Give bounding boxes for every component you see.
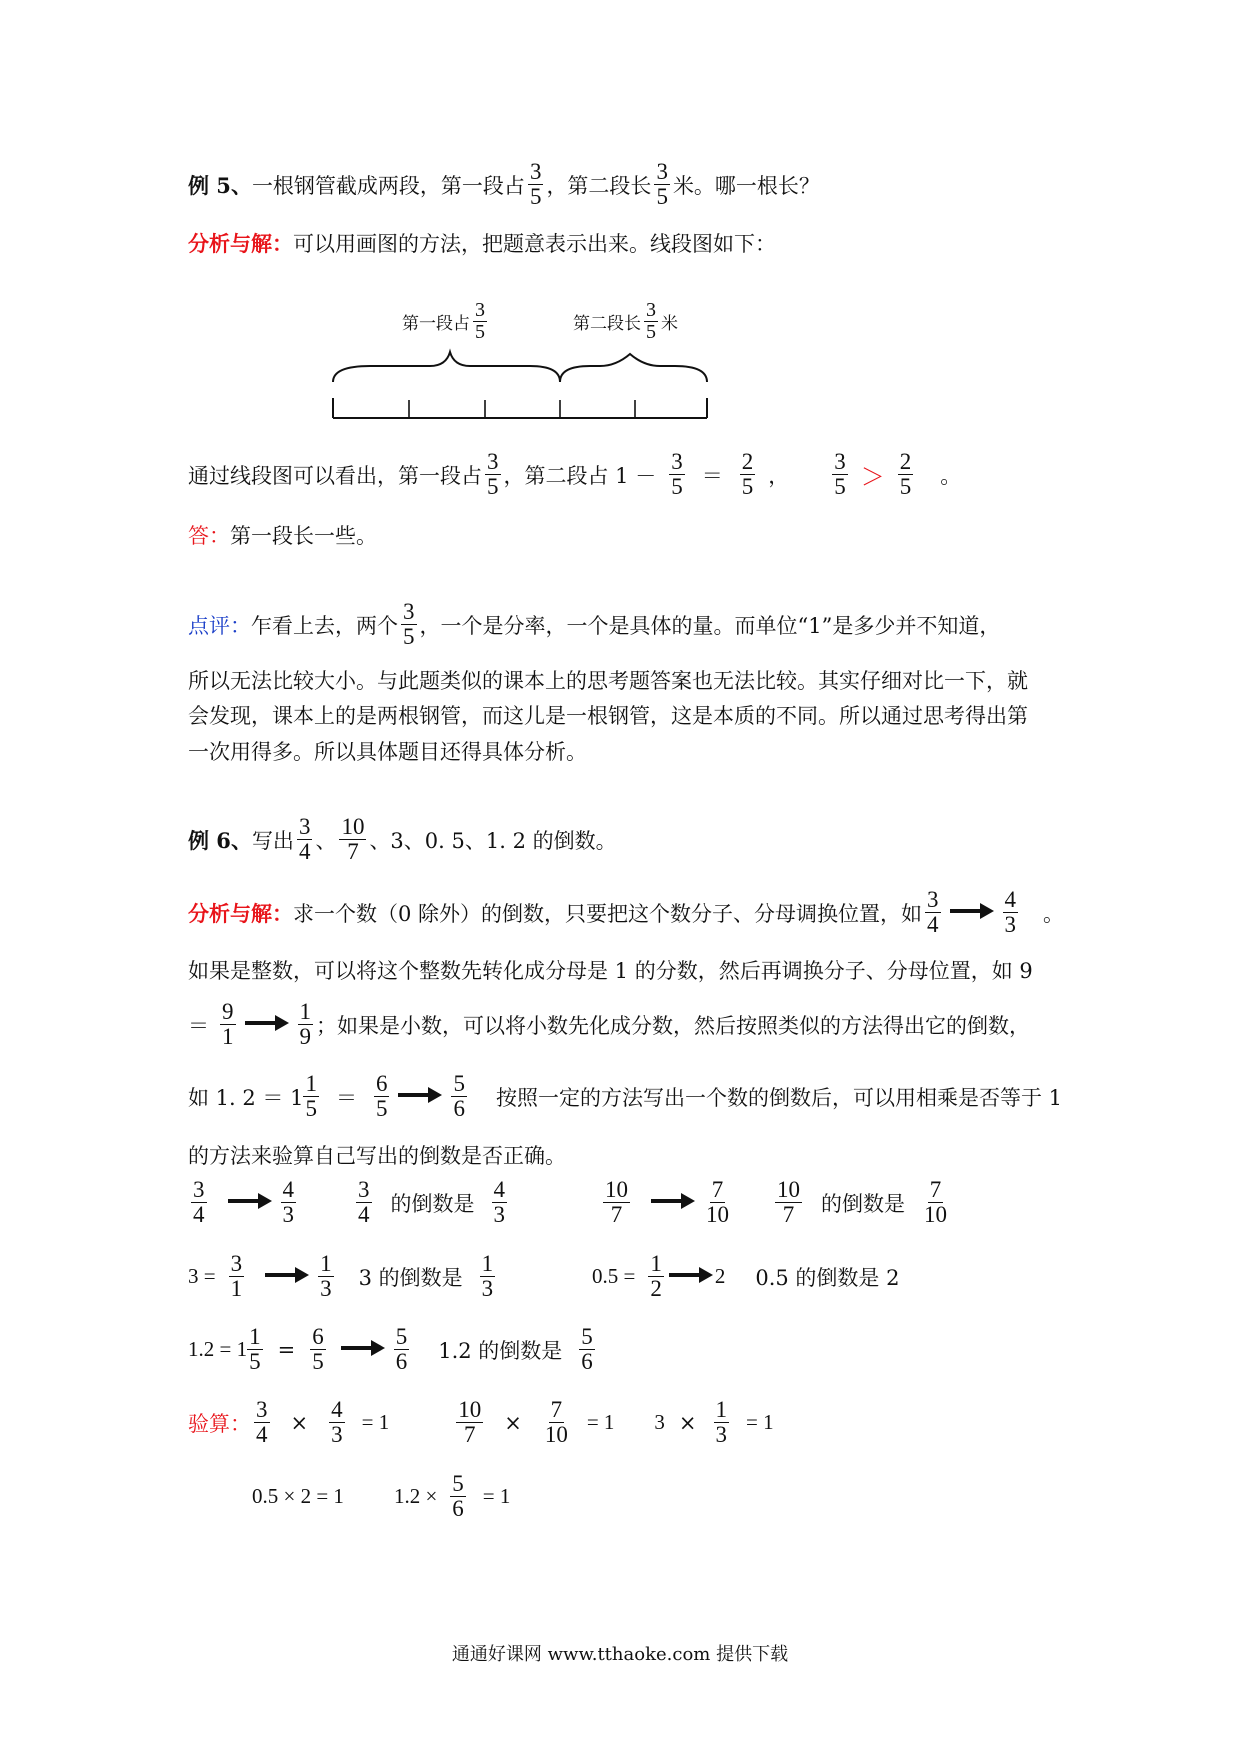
analysis6-l3-text: ；如果是小数，可以将小数先化成分数，然后按照类似的方法得出它的倒数， [316,1013,1030,1038]
work-r2a-lead: 3 = [188,1264,216,1289]
fraction: $\frac{3}{5}$ [671,449,683,500]
fraction: $\frac{4}{3}$ [331,1397,343,1448]
conclusion5-text-a: 通过线段图可以看出，第一段占 [188,463,482,488]
analysis5-line [188,228,776,258]
equals-sign: ＝ [188,1013,209,1038]
fraction: $\frac{1}{9}$ [299,999,311,1050]
work-row1b [600,1178,952,1227]
check-row2 [252,1472,510,1521]
fraction: $\frac{1}{3}$ [715,1397,728,1448]
analysis5-label: 分析与解： [188,231,293,256]
analysis6-line1 [188,888,1064,937]
fraction: $\frac{7}{10}$ [924,1177,947,1228]
arrow-right-icon [245,1013,289,1037]
arrow-right-icon [265,1265,309,1289]
times-sign: × [678,1410,697,1435]
ex6-text-a: 写出 [251,828,294,853]
arrow-right-icon [669,1265,713,1289]
ex6-label: 例 6 [188,827,231,853]
fraction: $\frac{3}{1}$ [230,1251,243,1302]
work-r1b-text: 的倒数是 [821,1191,905,1216]
ex5-line [188,160,820,209]
equals-one: = 1 [361,1410,390,1435]
ex6-text-b: 、3、0. 5、1. 2 的倒数。 [369,828,617,853]
answer5-line [188,520,377,550]
fraction: $\frac{3}{5}$ [529,159,542,210]
analysis6-line3 [188,1000,1030,1049]
comment-label: 点评： [188,613,251,638]
fraction: $\frac{3}{4}$ [193,1177,205,1228]
work-r2b-lead: 0.5 = [592,1264,636,1289]
equals-sign: ＝ [701,463,723,488]
analysis6-line5: 的方法来验算自己写出的倒数是否正确。 [188,1144,566,1168]
ex5-text-c: 米。哪一根长？ [672,173,820,198]
equals-one: = 1 [586,1410,615,1435]
fraction: $\frac{3}{5}$ [487,449,499,500]
analysis6-text-a: 求一个数（0 除外）的倒数，只要把这个数分子、分母调换位置，如 [293,901,923,926]
check-label: 验算： [188,1411,251,1436]
fraction: $\frac{5}{6}$ [453,1071,465,1122]
analysis6-line2: 如果是整数，可以将这个整数先转化成分母是 1 的分数，然后再调换分子、分母位置，如 9 [188,959,1033,983]
fraction: $\frac{4}{3}$ [1004,887,1017,938]
analysis6-l4-text: 按照一定的方法写出一个数的倒数后，可以用相乘是否等于 1 [495,1085,1063,1110]
fraction: $\frac{3}{5}$ [646,299,656,343]
fraction: $\frac{1}{3}$ [320,1251,332,1302]
left-brace [333,352,560,382]
comment-line3: 会发现，课本上的是两根钢管，而这儿是一根钢管，这是本质的不同。所以通过思考得出第 [188,704,1028,728]
analysis6-label: 分析与解： [188,900,293,926]
diagram-right-label: 第二段长 $\frac{3}{5}$ 米 [573,299,678,343]
period: 。 [1043,901,1065,926]
work-row2b [592,1252,899,1301]
greater-than-sign: ＞ [860,463,885,492]
fraction: $\frac{4}{3}$ [282,1177,294,1228]
fraction: $\frac{3}{4}$ [298,814,311,865]
work-row3 [188,1325,598,1374]
fraction: $\frac{3}{5}$ [403,599,415,650]
comment-text-b: ，一个是分率，一个是具体的量。而单位“1”是多少并不知道， [419,613,1001,638]
work-r2b-result: 2 [714,1264,726,1289]
ex5-sep: 、 [230,172,252,198]
times-sign: × [290,1410,309,1435]
arrow-right-icon [341,1338,385,1362]
fraction: $\frac{3}{5}$ [834,449,846,500]
equals-one: = 1 [482,1484,511,1509]
comment-text-a: 乍看上去，两个 [251,613,398,638]
conclusion5-line [188,450,961,499]
separator: 、 [315,828,337,853]
ex5-text-a: 一根钢管截成两段，第一段占 [251,173,525,198]
work-row2a [188,1252,498,1301]
fraction: $\frac{1}{3}$ [481,1251,494,1302]
fraction: $\frac{5}{6}$ [395,1324,408,1375]
fraction: $\frac{3}{5}$ [475,299,485,343]
fraction: $\frac{2}{5}$ [899,449,912,500]
work-r3-text: 1.2 的倒数是 [438,1338,563,1363]
work-r2a-text: 3 的倒数是 [358,1265,463,1290]
equals-sign: = [277,1337,296,1362]
diagram-left-label: 第一段占 $\frac{3}{5}$ [402,299,485,343]
fraction: $\frac{9}{1}$ [222,999,234,1050]
comment-line4: 一次用得多。所以具体题目还得具体分析。 [188,740,587,764]
fraction: $\frac{3}{5}$ [656,159,668,210]
check-c3-lead: 3 [654,1410,665,1435]
fraction: $\frac{7}{10}$ [706,1177,729,1228]
fraction: $\frac{3}{4}$ [256,1397,268,1448]
comma: ， [768,463,790,488]
analysis5-text: 可以用画图的方法，把题意表示出来。线段图如下： [293,232,776,256]
ex6-line [188,815,617,864]
fraction: $\frac{5}{6}$ [452,1471,464,1522]
fraction: $\frac{3}{4}$ [358,1177,370,1228]
check-r2-a: 0.5 × 2 = 1 [252,1484,344,1509]
right-brace [560,354,707,382]
arrow-right-icon [228,1191,272,1215]
work-r2b-text: 0.5 的倒数是 2 [755,1265,900,1290]
ex5-label: 例 5 [188,172,231,198]
equals-one: = 1 [746,1410,774,1435]
fraction: $\frac{10}{7}$ [605,1177,628,1228]
fraction: $\frac{7}{10}$ [544,1397,568,1448]
arrow-right-icon [950,901,994,925]
answer5-text: 第一段长一些。 [230,524,377,548]
work-r3-lead: 1.2 = 1 [188,1337,248,1362]
work-row1a [188,1178,510,1227]
comment-line1 [188,600,1000,649]
period: 。 [940,463,962,488]
work-r1a-text: 的倒数是 [390,1191,475,1216]
fraction: $\frac{10}{7}$ [341,814,365,865]
fraction: $\frac{10}{7}$ [458,1397,482,1448]
arrow-right-icon [651,1191,695,1215]
fraction: $\frac{3}{4}$ [927,887,939,938]
fraction: $\frac{2}{5}$ [741,449,754,500]
fraction: $\frac{1}{2}$ [650,1251,662,1302]
conclusion5-text-b: ，第二段占 1 － [503,463,657,488]
arrow-right-icon [398,1085,442,1109]
times-sign: × [504,1410,522,1435]
analysis6-l4-a: 如 1. 2 ＝ 1 [188,1085,304,1110]
analysis6-line4 [188,1072,1062,1121]
fraction: $\frac{6}{5}$ [312,1324,324,1375]
check-r2-b: 1.2 × [393,1484,438,1509]
comment-line2: 所以无法比较大小。与此题类似的课本上的思考题答案也无法比较。其实仔细对比一下，就 [188,669,1028,693]
equals-sign: ＝ [335,1085,357,1110]
answer5-label: 答： [188,524,230,548]
segment-diagram-svg [330,300,720,430]
fraction: $\frac{1}{5}$ [305,1071,317,1122]
fraction: $\frac{6}{5}$ [375,1071,388,1122]
fraction: $\frac{1}{5}$ [249,1324,261,1375]
ex6-sep: 、 [230,827,252,853]
fraction: $\frac{10}{7}$ [777,1177,800,1228]
fraction: $\frac{4}{3}$ [493,1177,505,1228]
page-footer: 通通好课网 www.tthaoke.com 提供下载 [451,1644,789,1665]
fraction: $\frac{5}{6}$ [581,1324,593,1375]
check-row1 [188,1398,774,1447]
ex5-text-b: ，第二段长 [546,173,652,198]
